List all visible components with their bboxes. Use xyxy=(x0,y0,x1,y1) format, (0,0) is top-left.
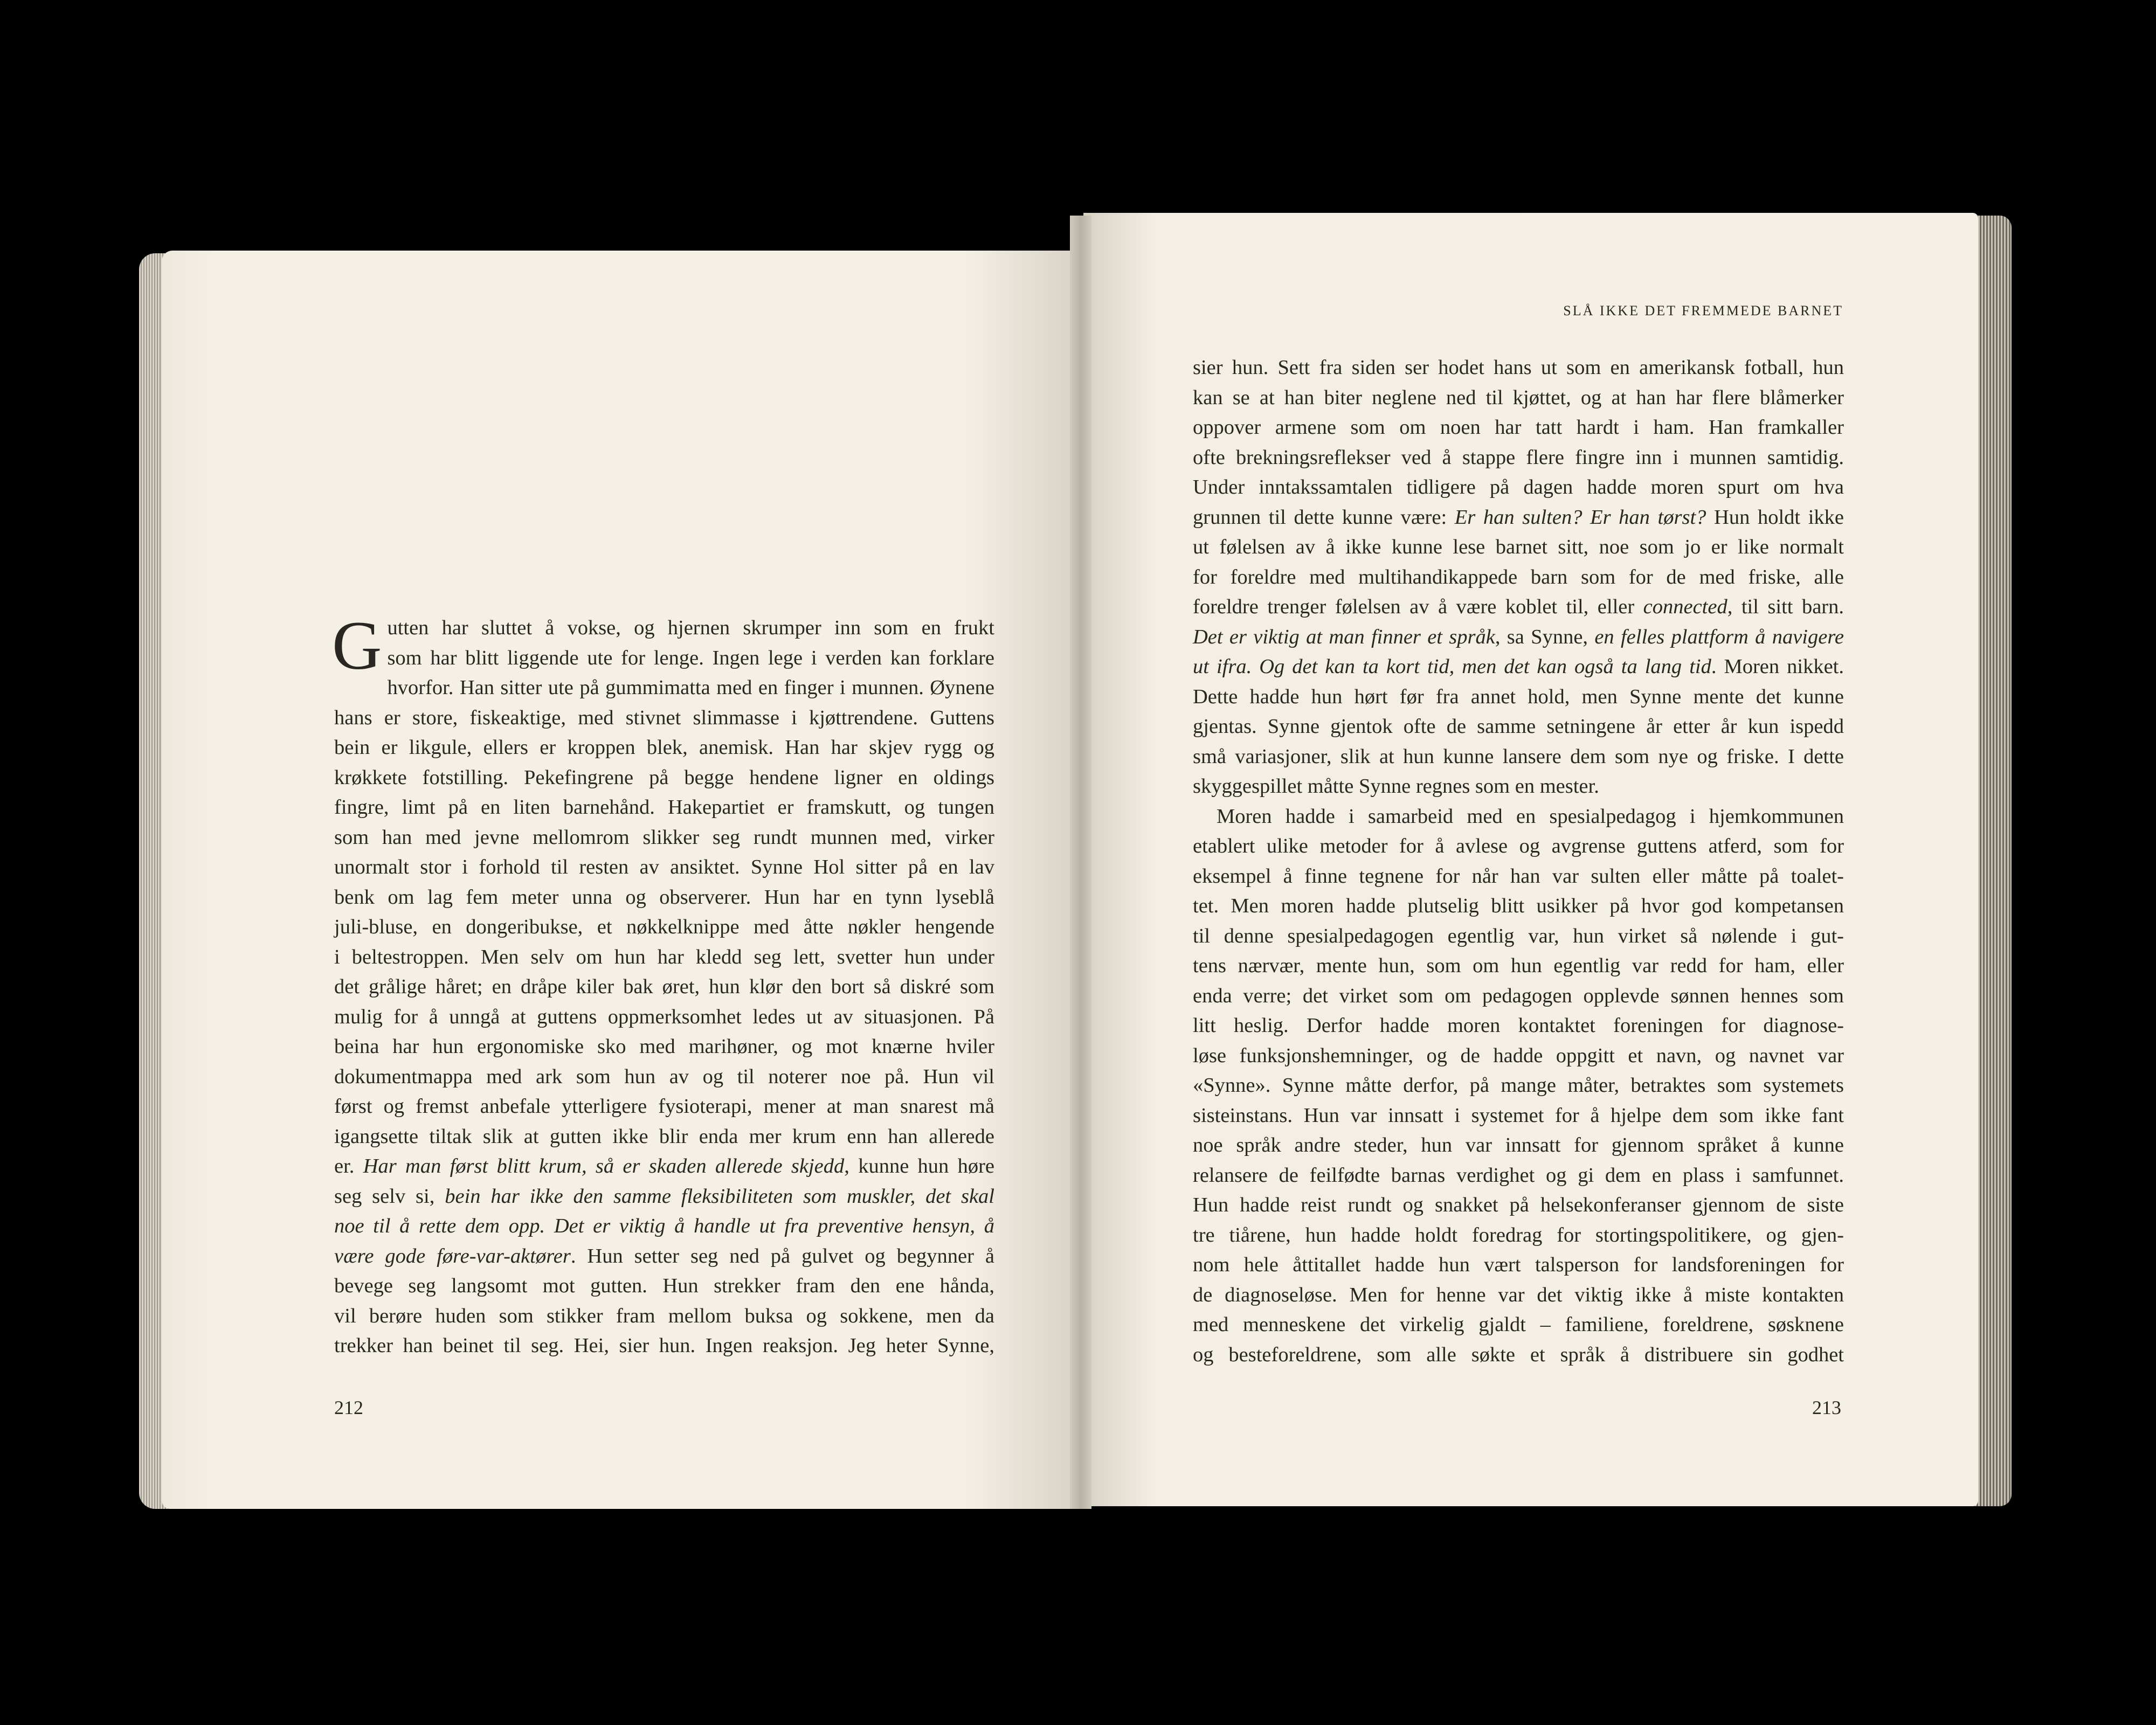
book-gutter xyxy=(1070,216,1091,1509)
text-segment: ofte brekningsreflekser ved å stappe flere fingre inn i munnen samtidig. xyxy=(1193,446,1844,469)
text-segment: for foreldre med multihandikappede barn som for de med friske, alle xyxy=(1193,565,1844,588)
text-segment: mulig for å unngå at guttens oppmerksomhet ledes ut av situasjonen. På xyxy=(334,1005,994,1028)
italic-text: ut ifra. Og det kan ta kort tid, men det kan også ta lang tid xyxy=(1193,655,1711,678)
text-line xyxy=(1193,503,1844,533)
text-line xyxy=(334,1271,994,1301)
text-segment: gjentas. Synne gjentok ofte de samme setningene år etter år kun ispedd xyxy=(1193,715,1844,738)
text-line xyxy=(1193,1161,1844,1191)
text-line xyxy=(334,613,994,643)
text-segment: som han med jevne mellomrom slikker seg rundt munnen med, virker xyxy=(334,826,994,849)
text-segment: fingre, limt på en liten barnehånd. Hakepartiet er framskutt, og tungen xyxy=(334,796,994,819)
text-segment: enda verre; det virket som om pedagogen opplevde sønnen hennes som xyxy=(1193,984,1844,1007)
text-line xyxy=(1193,862,1844,892)
text-segment: . Moren nikket. xyxy=(1711,655,1844,678)
text-segment: , kunne hun høre xyxy=(844,1155,995,1177)
text-line xyxy=(334,1331,994,1361)
text-segment: og besteforeldrene, som alle søkte et språk å distribuere sin godhet xyxy=(1193,1343,1844,1366)
text-segment: Hun holdt ikke xyxy=(1706,505,1844,529)
text-segment: sisteinstans. Hun var innsatt i systemet for å hjelpe dem som ikke fant xyxy=(1193,1104,1844,1127)
text-segment: tre tiårene, hun hadde holdt foredrag for stortingspolitikere, og gjen- xyxy=(1193,1223,1844,1246)
text-segment: sier hun. Sett fra siden ser hodet hans ut som en amerikansk fotball, hun xyxy=(1193,356,1844,379)
text-segment: som har blitt liggende ute for lenge. Ingen lege i verden kan forklare xyxy=(387,646,994,669)
text-line xyxy=(1193,772,1844,802)
text-segment: det grålige håret; en dråpe kiler bak øret, hun klør den bort så diskré som xyxy=(334,975,994,998)
text-line xyxy=(1193,443,1844,473)
text-line xyxy=(1193,652,1844,682)
text-segment: utten har sluttet å vokse, og hjernen skrumper inn som en frukt xyxy=(387,616,994,639)
text-segment: først og fremst anbefale ytterligere fysioterapi, mener at man snarest må xyxy=(334,1095,994,1118)
right-page-body xyxy=(1193,353,1844,1370)
text-segment: etablert ulike metoder for å avlese og avgrense guttens atferd, som for xyxy=(1193,835,1844,857)
text-segment: vil berøre huden som stikker fram mellom buksa og sokkene, men da xyxy=(334,1304,994,1327)
text-line xyxy=(1193,1101,1844,1131)
italic-text: en felles plattform å navigere xyxy=(1594,625,1844,648)
italic-text: bein har ikke den samme fleksibiliteten som muskler, det skal xyxy=(445,1184,994,1208)
text-segment: er. xyxy=(334,1155,363,1177)
text-line xyxy=(1193,1011,1844,1041)
text-line xyxy=(334,1002,994,1033)
text-line xyxy=(334,643,994,674)
text-segment: Hun hadde reist rundt og snakket på helsekonferanser gjennom de siste xyxy=(1193,1194,1844,1216)
text-line xyxy=(334,703,994,733)
text-line xyxy=(1193,383,1844,413)
text-line xyxy=(334,912,994,943)
text-line xyxy=(1193,742,1844,772)
text-segment: beina har hun ergonomiske sko med marihøner, og mot knærne hviler xyxy=(334,1035,994,1058)
text-line xyxy=(1193,712,1844,742)
text-line xyxy=(1193,832,1844,862)
italic-text: connected xyxy=(1643,595,1727,618)
text-line xyxy=(334,763,994,793)
text-line xyxy=(1193,1310,1844,1340)
text-line xyxy=(334,733,994,763)
text-line xyxy=(334,1062,994,1092)
text-line xyxy=(334,1211,994,1242)
text-segment: bein er likgule, ellers er kroppen blek, anemisk. Han har skjev rygg og xyxy=(334,736,994,759)
text-line xyxy=(1193,1280,1844,1311)
text-line xyxy=(1193,682,1844,712)
text-line xyxy=(1193,1071,1844,1101)
text-line xyxy=(1193,1250,1844,1280)
text-segment: . Hun setter seg ned på gulvet og begynner å xyxy=(570,1244,994,1267)
text-line xyxy=(1193,922,1844,952)
text-segment: krøkkete fotstilling. Pekefingrene på begge hendene ligner en oldings xyxy=(334,766,994,789)
italic-text: være gode føre-var-aktører xyxy=(334,1244,571,1267)
text-segment: juli-bluse, en dongeribukse, et nøkkelknippe med åtte nøkler hengende xyxy=(334,916,994,938)
text-line xyxy=(334,673,994,703)
text-segment: i beltestroppen. Men selv om hun har kledd seg lett, svetter hun under xyxy=(334,945,994,968)
text-segment: små variasjoner, slik at hun kunne lansere dem som nye og friske. I dette xyxy=(1193,745,1844,768)
text-line xyxy=(1193,981,1844,1012)
text-line xyxy=(1193,563,1844,593)
italic-text: Har man først blitt krum, så er skaden allerede skjedd xyxy=(363,1155,845,1177)
text-line xyxy=(334,1092,994,1122)
text-line xyxy=(334,793,994,823)
text-line xyxy=(1193,473,1844,503)
running-header: SLÅ IKKE DET FREMMEDE BARNET xyxy=(1563,303,1843,318)
text-line xyxy=(334,1152,994,1182)
text-line xyxy=(1193,353,1844,383)
text-line xyxy=(334,1301,994,1332)
text-segment: til denne spesialpedagogen egentlig var, hun virket så nølende i gut- xyxy=(1193,924,1844,947)
text-line xyxy=(1193,622,1844,653)
text-segment: ut følelsen av å ikke kunne lese barnet sitt, noe som jo er like normalt xyxy=(1193,536,1844,558)
page-number-right: 213 xyxy=(1812,1397,1841,1418)
text-segment: kan se at han biter neglene ned til kjøttet, og at han har flere blåmerker xyxy=(1193,386,1844,409)
text-segment: Dette hadde hun hørt før fra annet hold, men Synne mente det kunne xyxy=(1193,685,1844,708)
text-segment: igangsette tiltak slik at gutten ikke blir enda mer krum enn han allerede xyxy=(334,1125,994,1148)
text-line xyxy=(1193,802,1844,832)
text-line xyxy=(1193,1041,1844,1071)
italic-text: noe til å rette dem opp. Det er viktig å handle ut fra preventive hensyn, å xyxy=(334,1215,994,1237)
text-segment: «Synne». Synne måtte derfor, på mange måter, betraktes som systemets xyxy=(1193,1074,1844,1097)
text-segment: benk om lag fem meter unna og observerer. Hun har en tynn lyseblå xyxy=(334,885,994,909)
text-line xyxy=(1193,413,1844,443)
left-page-body xyxy=(332,607,995,1361)
text-segment: oppover armene som om noen har tatt hardt i ham. Han framkaller xyxy=(1193,416,1844,439)
text-segment: Moren hadde i samarbeid med en spesialpedagog i hjemkommunen xyxy=(1217,805,1844,828)
text-line xyxy=(1193,1221,1844,1251)
text-line xyxy=(1193,1190,1844,1221)
text-segment: unormalt stor i forhold til resten av ansiktet. Synne Hol sitter på en lav xyxy=(334,856,994,878)
text-line xyxy=(334,823,994,853)
text-line xyxy=(334,1242,994,1272)
text-segment: nom hele åttitallet hadde hun vært talsperson for landsforeningen for xyxy=(1193,1253,1844,1276)
text-segment: grunnen til dette kunne være: xyxy=(1193,505,1455,529)
page-number-left: 212 xyxy=(334,1397,363,1418)
text-segment: bevege seg langsomt mot gutten. Hun strekker fram den ene hånda, xyxy=(334,1274,994,1297)
text-segment: foreldre trenger følelsen av å være koblet til, eller xyxy=(1193,595,1643,618)
text-segment: litt heslig. Derfor hadde moren kontaktet foreningen for diagnose- xyxy=(1193,1014,1844,1037)
text-segment: , til sitt barn. xyxy=(1727,595,1844,618)
text-line xyxy=(1193,1340,1844,1370)
text-line xyxy=(1193,891,1844,922)
text-line xyxy=(334,1032,994,1062)
text-segment: hvorfor. Han sitter ute på gummimatta med en finger i munnen. Øynene xyxy=(387,676,994,699)
text-segment: med menneskene det virkelig gjaldt – familiene, foreldrene, søsknene xyxy=(1193,1313,1844,1336)
text-line xyxy=(334,943,994,973)
text-segment: hans er store, fiskeaktige, med stivnet slimmasse i kjøttrendene. Guttens xyxy=(334,706,994,729)
text-line xyxy=(334,1122,994,1152)
drop-cap: G xyxy=(332,607,382,684)
italic-text: Det er viktig at man finner et språk xyxy=(1193,625,1495,648)
text-segment: tet. Men moren hadde plutselig blitt usikker på hvor god kompetansen xyxy=(1193,895,1844,917)
text-segment: eksempel å finne tegnene for når han var sulten eller måtte på toalet- xyxy=(1193,864,1844,888)
text-segment: relansere de feilfødte barnas verdighet og gi dem en plass i samfunnet. xyxy=(1193,1163,1844,1187)
text-segment: skyggespillet måtte Synne regnes som en mester. xyxy=(1193,775,1599,798)
text-line xyxy=(334,853,994,883)
text-line xyxy=(1193,592,1844,622)
text-segment: tens nærvær, mente hun, som om hun egentlig var redd for ham, eller xyxy=(1193,954,1844,977)
text-line xyxy=(334,1182,994,1212)
text-segment: , sa Synne, xyxy=(1495,625,1595,648)
text-line xyxy=(334,972,994,1002)
text-line xyxy=(1193,951,1844,981)
italic-text: Er han sulten? Er han tørst? xyxy=(1454,505,1706,529)
text-segment: de diagnoseløse. Men for henne var det viktig ikke å miste kontakten xyxy=(1193,1283,1844,1306)
text-segment: dokumentmappa med ark som hun av og til noterer noe på. Hun vil xyxy=(334,1065,994,1088)
text-segment: seg selv si, xyxy=(334,1184,445,1208)
text-segment: noe språk andre steder, hun var innsatt for gjennom språket å kunne xyxy=(1193,1134,1844,1156)
text-segment: Under inntakssamtalen tidligere på dagen hadde moren spurt om hva xyxy=(1193,476,1844,498)
text-segment: løse funksjonshemninger, og de hadde oppgitt et navn, og navnet var xyxy=(1193,1044,1844,1067)
text-line xyxy=(1193,532,1844,563)
text-line xyxy=(1193,1131,1844,1161)
text-segment: trekker han beinet til seg. Hei, sier hun. Ingen reaksjon. Jeg heter Synne, xyxy=(334,1334,994,1357)
text-line xyxy=(334,883,994,913)
